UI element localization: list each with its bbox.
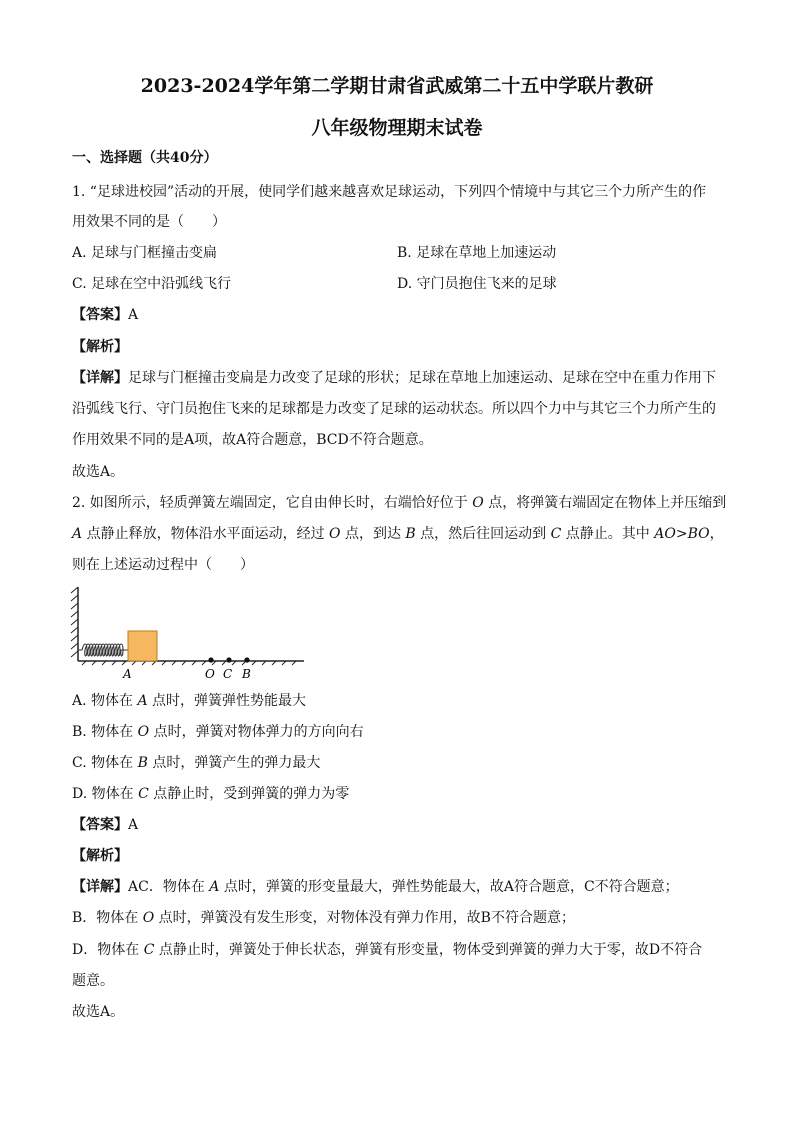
q2-detail-line4: 题意。 xyxy=(72,973,114,989)
block xyxy=(128,631,157,661)
q2-answer xyxy=(72,815,727,835)
q1-option-d: D. 守门员抱住飞来的足球 xyxy=(397,276,557,292)
q2-detail-line2 xyxy=(72,908,727,928)
q1-stem-line2: 用效果不同的是（ ） xyxy=(72,214,226,230)
q1-option-b: B. 足球在草地上加速运动 xyxy=(397,245,557,261)
q2-stem-line1 xyxy=(72,493,727,513)
point-label: C xyxy=(143,942,155,958)
detail-text: D．物体在 xyxy=(72,942,144,958)
exam-title: 2023-2024学年第二学期甘肃省武威第二十五中学联片教研 xyxy=(140,75,654,97)
point-label: C xyxy=(138,786,149,802)
detail-tag: 【详解】 xyxy=(72,879,128,895)
answer-value: A xyxy=(128,817,139,833)
detail-text: 点时，弹簧的形变量最大，弹性势能最大，故A符合题意，C不符合题意； xyxy=(219,879,679,895)
q2-analysis-tag: 【解析】 xyxy=(72,848,128,864)
point-label: A xyxy=(209,879,220,895)
detail-text: AC．物体在 xyxy=(128,879,210,895)
point-label: A xyxy=(72,526,83,542)
q2-option-c xyxy=(72,753,727,773)
stem-text: ， xyxy=(709,526,724,542)
point-label: B xyxy=(137,755,148,771)
point-label: O xyxy=(137,724,150,740)
q2-conclusion: 故选A。 xyxy=(72,1004,125,1020)
option-text: 点时，弹簧产生的弹力最大 xyxy=(147,755,321,771)
detail-tag: 【详解】 xyxy=(72,370,128,386)
q1-answer xyxy=(72,305,727,325)
point-label: B xyxy=(405,526,416,542)
exam-subtitle: 八年级物理期末试卷 xyxy=(311,117,483,139)
spring xyxy=(78,644,128,656)
q1-stem-line1: 1. “足球进校园”活动的开展，使同学们越来越喜欢足球运动，下列四个情境中与其它三个力所产生的作 xyxy=(72,184,707,200)
point-label: O xyxy=(142,910,155,926)
point-label: A xyxy=(137,693,148,709)
label-c: C xyxy=(223,667,233,681)
label-b: B xyxy=(242,667,251,681)
label-o: O xyxy=(205,667,215,681)
detail-text: 足球与门框撞击变扁是力改变了足球的形状；足球在草地上加速运动、足球在空中在重力作用下 xyxy=(128,370,716,386)
q1-option-c: C. 足球在空中沿弧线飞行 xyxy=(72,276,232,292)
option-text: C. 物体在 xyxy=(72,755,138,771)
option-text: D. 物体在 xyxy=(72,786,139,802)
detail-text: 点时，弹簧没有发生形变，对物体没有弹力作用，故B不符合题意； xyxy=(154,910,575,926)
q2-option-d xyxy=(72,784,727,804)
option-text: B. 物体在 xyxy=(72,724,138,740)
q2-option-a xyxy=(72,691,727,711)
point-label: O xyxy=(472,495,484,511)
point-o-dot xyxy=(208,657,213,662)
label-a: A xyxy=(123,667,132,681)
point-label: O xyxy=(329,526,341,542)
q1-option-a: A. 足球与门框撞击变扁 xyxy=(72,245,218,261)
floor xyxy=(78,661,304,665)
relation: AO>BO xyxy=(654,526,710,542)
q1-detail-line3: 作用效果不同的是A项，故A符合题意，BCD不符合题意。 xyxy=(72,432,433,448)
answer-tag: 【答案】 xyxy=(72,307,128,323)
option-text: A. 物体在 xyxy=(72,693,138,709)
point-c-dot xyxy=(226,657,231,662)
q1-conclusion: 故选A。 xyxy=(72,464,125,480)
q2-stem-line2 xyxy=(72,524,727,544)
spring-figure xyxy=(68,585,310,685)
q2-detail-line1 xyxy=(72,877,727,897)
stem-text: 点，到达 xyxy=(340,526,406,542)
stem-text: 点静止释放，物体沿水平面运动，经过 xyxy=(82,526,330,542)
stem-text: 2. 如图所示，轻质弹簧左端固定，它自由伸长时，右端恰好位于 xyxy=(72,495,473,511)
q1-analysis-tag: 【解析】 xyxy=(72,339,128,355)
q2-detail-line3 xyxy=(72,940,727,960)
q2-option-b xyxy=(72,722,727,742)
stem-text: 点，然后往回运动到 xyxy=(415,526,551,542)
q1-detail-line1 xyxy=(72,368,727,388)
detail-text: B．物体在 xyxy=(72,910,143,926)
stem-text: 点，将弹簧右端固定在物体上并压缩到 xyxy=(483,495,727,511)
option-text: 点时，弹簧对物体弹力的方向向右 xyxy=(149,724,364,740)
wall-hatch xyxy=(71,587,78,661)
q2-stem-line3: 则在上述运动过程中（ ） xyxy=(72,557,254,573)
detail-text: 点静止时，弹簧处于伸长状态，弹簧有形变量，物体受到弹簧的弹力大于零，故D不符合 xyxy=(154,942,703,958)
answer-tag: 【答案】 xyxy=(72,817,128,833)
section-heading: 一、选择题（共40分） xyxy=(72,150,218,166)
option-text: 点时，弹簧弹性势能最大 xyxy=(147,693,307,709)
point-label: C xyxy=(550,526,562,542)
point-b-dot xyxy=(244,657,249,662)
option-text: 点静止时，受到弹簧的弹力为零 xyxy=(148,786,350,802)
q1-detail-line2: 沿弧线飞行、守门员抱住飞来的足球都是力改变了足球的运动状态。所以四个力中与其它三个力所产生的 xyxy=(72,401,716,417)
stem-text: 点静止。其中 xyxy=(561,526,655,542)
answer-value: A xyxy=(128,307,139,323)
